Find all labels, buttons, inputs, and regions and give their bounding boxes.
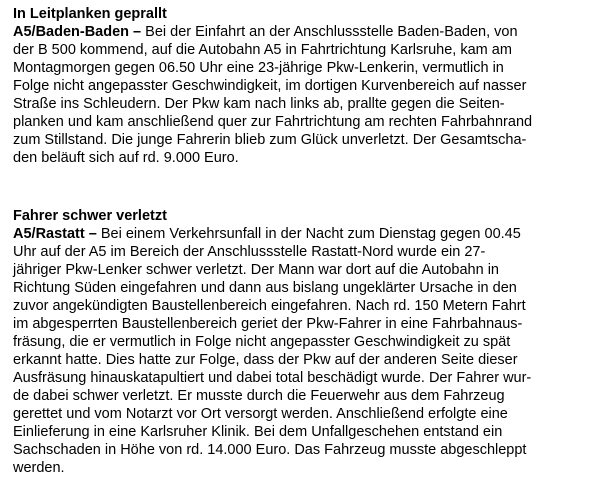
article-line: Sachschaden in Höhe von rd. 14.000 Euro. Das Fahrzeug musste abgeschleppt	[13, 442, 527, 458]
article-line	[13, 23, 605, 41]
article-line: Einlieferung in eine Karlsruher Klinik. Bei dem Unfallgeschehen entstand ein	[13, 424, 503, 440]
article-line: Ausfräsung hinauskatapultiert und dabei total beschädigt wurde. Der Fahrer wur-	[13, 370, 532, 386]
article-line: Richtung Süden eingefahren und dann aus bislang ungeklärter Ursache in den	[13, 280, 517, 296]
article-line: gerettet und vom Notarzt vor Ort versorgt werden. Anschließend erfolgte eine	[13, 406, 508, 422]
article-line: planken und kam anschließend quer zur Fahrtrichtung am rechten Fahrbahnrand	[13, 114, 533, 130]
article-line: fräsung, die er vermutlich in Folge nicht angepasster Geschwindigkeit zu spät	[13, 334, 511, 350]
article-line: Montagmorgen gegen 06.50 Uhr eine 23-jährige Pkw-Lenkerin, vermutlich in	[13, 60, 504, 76]
article-line: im abgesperrten Baustellenbereich geriet der Pkw-Fahrer in eine Fahrbahnaus-	[13, 316, 523, 332]
article-line: Folge nicht angepasster Geschwindigkeit, im dortigen Kurvenbereich auf nasser	[13, 78, 527, 94]
article-line: werden.	[13, 460, 65, 476]
article-line: Uhr auf der A5 im Bereich der Anschlussstelle Rastatt-Nord wurde ein 27-	[13, 244, 486, 260]
article-line: den beläuft sich auf rd. 9.000 Euro.	[13, 150, 239, 166]
article-line: erkannt hatte. Dies hatte zur Folge, dass der Pkw auf der anderen Seite dieser	[13, 352, 518, 368]
article-line	[13, 225, 605, 243]
article-line: der B 500 kommend, auf die Autobahn A5 in Fahrtrichtung Karlsruhe, kam am	[13, 42, 512, 58]
article-line: zuvor angekündigten Baustellenbereich eingefahren. Nach rd. 150 Metern Fahrt	[13, 298, 526, 314]
article-rastatt	[13, 207, 605, 477]
article-line: jähriger Pkw-Lenker schwer verletzt. Der Mann war dort auf die Autobahn in	[13, 262, 499, 278]
article-line: zum Stillstand. Die junge Fahrerin blieb zum Glück unverletzt. Der Gesamtscha-	[13, 132, 527, 148]
article-dateline: A5/Baden-Baden –	[13, 24, 142, 40]
article-headline: In Leitplanken geprallt	[13, 6, 167, 22]
article-dateline: A5/Rastatt –	[13, 226, 97, 242]
article-baden-baden	[13, 5, 605, 167]
article-headline: Fahrer schwer verletzt	[13, 208, 167, 224]
article-line: de dabei schwer verletzt. Er musste durch die Feuerwehr aus dem Fahrzeug	[13, 388, 505, 404]
article-text: Bei der Einfahrt an der Anschlussstelle Baden-Baden, von	[145, 24, 518, 40]
article-line: Straße ins Schleudern. Der Pkw kam nach links ab, prallte gegen die Seiten-	[13, 96, 505, 112]
article-text: Bei einem Verkehrsunfall in der Nacht zum Dienstag gegen 00.45	[100, 226, 521, 242]
